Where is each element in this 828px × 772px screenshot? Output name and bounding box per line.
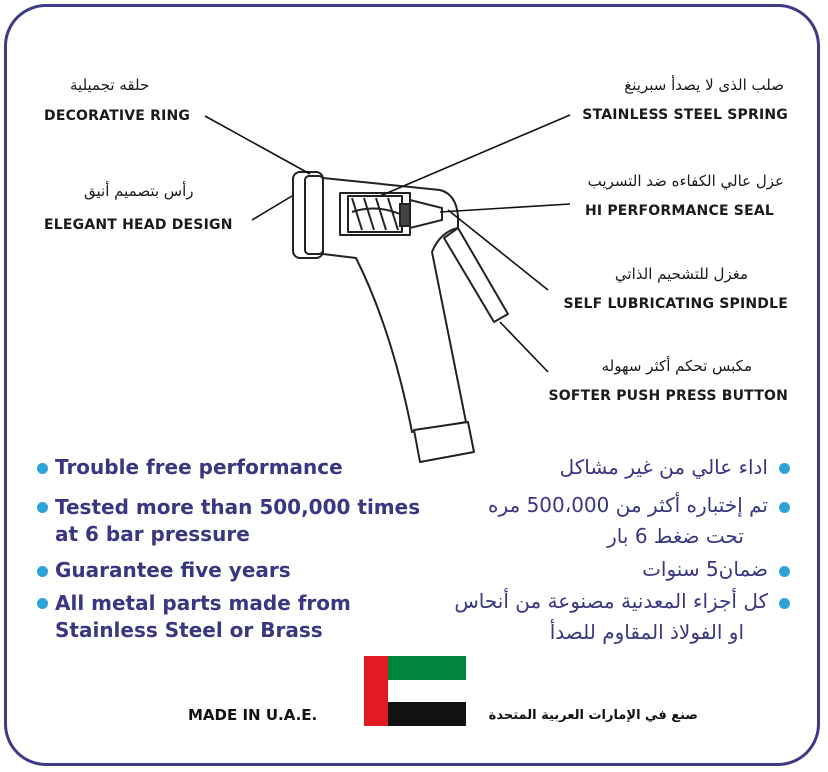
spindle-label: SELF LUBRICATING SPINDLE — [563, 296, 788, 312]
bullet-dot — [779, 502, 790, 513]
spindle-ar: مغزل للتشحيم الذاتي — [614, 265, 748, 283]
spring-ar: صلب الذى لا يصدأ سبرينغ — [624, 76, 784, 94]
decorative-ring-label: DECORATIVE RING — [44, 108, 191, 124]
bullet-dot — [779, 598, 790, 609]
flag-white-band — [388, 680, 466, 702]
bullet-dot — [37, 566, 48, 577]
feature-en-1: Trouble free performance — [55, 455, 343, 479]
seal-ar: عزل عالي الكفاءه ضد التسريب — [587, 172, 784, 190]
flag-black-band — [388, 702, 466, 726]
bullet-dot — [37, 598, 48, 609]
feature-ar-4: كل أجزاء المعدنية مصنوعة من أنحاس او الفولاذ المقاوم للصدأ — [454, 589, 768, 644]
flag-red-band — [364, 656, 388, 726]
feature-en-2: Tested more than 500,000 times at 6 bar pressure — [55, 495, 421, 546]
bullet-dot — [779, 463, 790, 474]
bullet-dot — [779, 566, 790, 577]
spring-label: STAINLESS STEEL SPRING — [582, 107, 788, 123]
feature-ar-2: تم إختباره أكثر من 500،000 مره تحت ضغط 6 بار — [487, 493, 768, 548]
feature-en-3: Guarantee five years — [55, 558, 291, 582]
made-in-label: MADE IN U.A.E. — [188, 706, 318, 724]
flag-green-band — [388, 656, 466, 680]
made-in-ar-label: صنع في الإمارات العربية المتحدة — [488, 708, 698, 723]
elegant-head-label: ELEGANT HEAD DESIGN — [44, 217, 233, 233]
button-ar: مكبس تحكم أكثر سهوله — [601, 357, 752, 375]
bullet-dot — [37, 463, 48, 474]
uae-flag — [364, 656, 466, 726]
seal-label: HI PERFORMANCE SEAL — [584, 203, 774, 219]
decorative-ring-ar: حلقه تجميلية — [70, 76, 150, 94]
feature-ar-1: اداء عالي من غير مشاكل — [559, 455, 768, 479]
handle-neck-shape — [414, 422, 474, 462]
bullet-dot — [37, 502, 48, 513]
push-button-shape — [444, 228, 508, 322]
feature-ar-3: ضمان5 سنوات — [642, 557, 768, 581]
button-label: SOFTER PUSH PRESS BUTTON — [548, 388, 788, 404]
elegant-head-ar: رأس بتصميم أنيق — [84, 182, 194, 200]
feature-en-4: All metal parts made from Stainless Steel or Brass — [55, 591, 351, 642]
